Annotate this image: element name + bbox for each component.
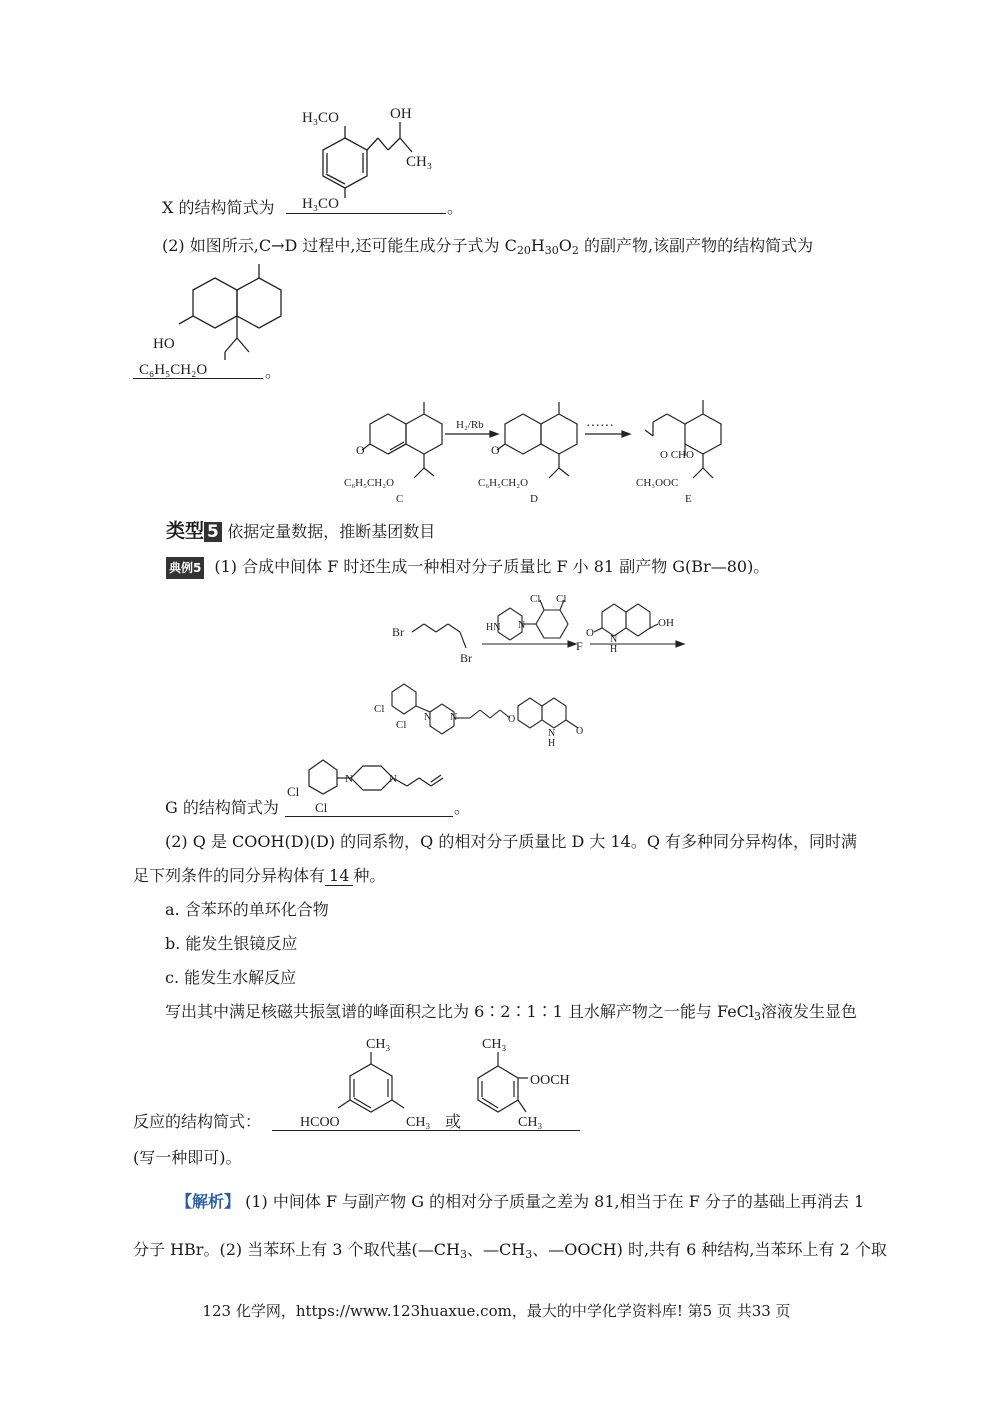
q2-byproduct-molecule: [133, 260, 283, 380]
g-n2: N: [389, 773, 397, 785]
x-oh: OH: [390, 106, 412, 122]
x-answer-blank: [286, 213, 446, 214]
p-n2: N: [450, 712, 458, 723]
d-group: C₆H₅CH₂O: [478, 477, 529, 489]
q-line2: 足下列条件的同分异构体有 14 种。: [133, 866, 386, 885]
analysis-line1: 【解析】 (1) 中间体 F 与副产物 G 的相对分子质量之差为 81,相当于在 F 分子的基础上再消去 1: [176, 1192, 865, 1211]
example5-line: 典例5 (1) 合成中间体 F 时还生成一种相对分子质量比 F 小 81 副产物 G(Br—80)。: [166, 557, 769, 579]
condition-c: c. 能发生水解反应: [165, 968, 297, 987]
p-cl2: Cl: [396, 719, 407, 731]
q2-ho: HO: [153, 336, 175, 352]
p-o2: O: [576, 726, 584, 737]
q-line1: (2) Q 是 COOH(D)(D) 的同系物，Q 的相对分子质量比 D 大 14。Q 有多种同分异构体，同时满: [165, 832, 858, 851]
m2-ooch: OOCH: [530, 1073, 570, 1088]
m1-ch3-right: CH₃: [406, 1115, 431, 1130]
s2-cl1: Cl: [530, 593, 541, 605]
q-answer-14: 14: [325, 866, 353, 886]
g-n1: N: [345, 773, 353, 785]
p-o1: O: [508, 714, 516, 725]
d-o: O: [491, 443, 500, 457]
x-answer-line: X 的结构简式为: [162, 198, 275, 217]
q2-obn: C₆H₅CH₂O: [139, 362, 208, 378]
e-ocho: O CHO: [660, 449, 694, 461]
g-answer-prefix: G 的结构简式为: [165, 798, 279, 817]
x-ch3: CH₃: [406, 154, 433, 170]
condition-a: a. 含苯环的单环化合物: [165, 900, 329, 919]
s2-br2: Br: [460, 651, 472, 665]
e-label: E: [685, 493, 692, 505]
analysis-line2: 分子 HBr。(2) 当苯环上有 3 个取代基($—CH_3$、$—CH_3$、—OOCH) 时,共有 6 种结构,当苯环上有 2 个取: [133, 1240, 887, 1261]
q2-text: (2) 如图所示,C→D 过程中,还可能生成分子式为 $C_{20}H_{30}O_2$ 的副产物,该副产物的结构简式为: [162, 236, 814, 257]
q-line4: 反应的结构简式：: [133, 1112, 262, 1131]
x-ome-bottom: H₃CO: [302, 196, 339, 212]
s2-n: N: [518, 620, 526, 631]
s2-hn: HN: [486, 622, 501, 633]
d-label: D: [530, 493, 538, 505]
m1-hcoo: HCOO: [300, 1115, 340, 1130]
answer-molecule-1: [296, 1034, 446, 1134]
type5-header: 类型 5 依据定量数据，推断基团数目: [166, 520, 436, 542]
reagent-label: H₂/Rb: [456, 419, 484, 431]
q-or: 或: [445, 1112, 462, 1131]
g-answer-blank: [285, 816, 453, 817]
dots: ······: [586, 419, 614, 434]
q-note: (写一种即可)。: [133, 1148, 242, 1167]
reaction-scheme-f: [390, 592, 690, 670]
s2-f: F: [576, 639, 583, 653]
q2-end: 。: [265, 362, 282, 381]
g-end: 。: [454, 798, 471, 817]
q-line3: 写出其中满足核磁共振氢谱的峰面积之比为 6∶2∶1∶1 且水解产物之一能与 FeCl$_3$溶液发生显色: [165, 1002, 858, 1023]
m1-ch3-top: CH₃: [366, 1037, 391, 1052]
s2-h: H: [610, 644, 618, 655]
p-n1: N: [424, 712, 432, 723]
answer-molecule-2: [462, 1034, 592, 1134]
g-cl1: Cl: [287, 784, 300, 799]
g-cl2: Cl: [315, 800, 328, 815]
m2-ch3-top: CH₃: [482, 1037, 507, 1052]
s2-nh: N: [610, 634, 618, 645]
c-o: O: [356, 443, 365, 457]
q-answer-blank: [272, 1130, 580, 1131]
page-footer: 123 化学网，https://www.123huaxue.com，最大的中学化学资料库! 第5 页 共33 页: [202, 1302, 791, 1320]
s2-oh: OH: [658, 617, 674, 629]
x-end: 。: [447, 198, 464, 217]
s2-o: O: [586, 627, 594, 639]
molecule-x: [290, 100, 470, 210]
c-label: C: [396, 493, 404, 505]
e-group: CH₃OOC: [636, 477, 679, 489]
condition-b: b. 能发生银镜反应: [165, 934, 298, 953]
p-h: H: [548, 738, 556, 749]
s2-cl2: Cl: [556, 593, 567, 605]
c-group: C₆H₅CH₂O: [344, 477, 395, 489]
g-molecule: [285, 752, 465, 818]
reaction-scheme-cde: [340, 390, 740, 505]
p-nh: N: [548, 728, 556, 739]
q2-answer-blank: [133, 378, 263, 379]
m2-ch3-bottom: CH₃: [518, 1115, 543, 1130]
x-ome-top: H₃CO: [302, 110, 339, 126]
p-cl1: Cl: [374, 703, 385, 715]
s2-br1: Br: [392, 625, 404, 639]
product-molecule: [372, 678, 652, 748]
